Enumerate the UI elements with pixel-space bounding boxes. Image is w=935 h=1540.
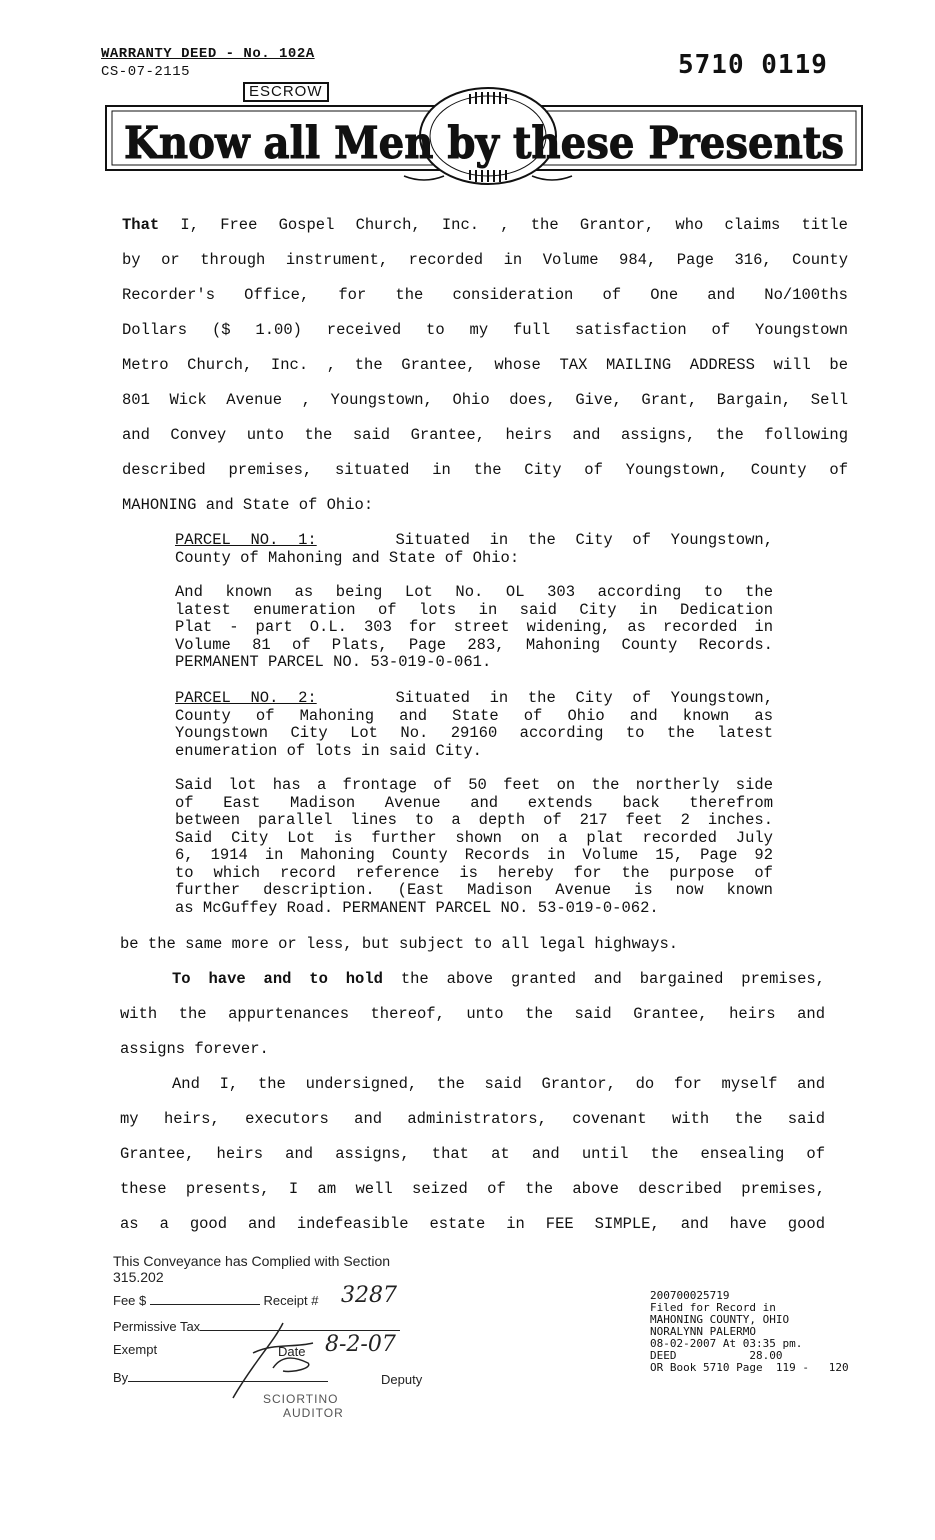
parcel-1 — [175, 532, 773, 689]
fee-label: Fee $ — [113, 1293, 147, 1308]
intro-line: That I, Free Gospel Church, Inc. , the Grantor, who claims title — [122, 216, 848, 234]
escrow-stamp: ESCROW — [243, 82, 329, 102]
date-label: Date — [278, 1344, 306, 1359]
intro-line: 801 Wick Avenue , Youngstown, Ohio does, Give, Grant, Bargain, Sell — [122, 391, 848, 409]
closing-line: my heirs, executors and administrators, covenant with the said — [120, 1110, 825, 1128]
parcel-1-desc-line: Volume 81 of Plats, Page 283, Mahoning County Records. — [175, 635, 773, 654]
auditor-title: AUDITOR — [283, 1406, 344, 1420]
fee-row — [113, 1283, 443, 1315]
intro-line: described premises, situated in the City of Youngstown, County of — [122, 461, 848, 479]
receipt-label: Receipt # — [263, 1293, 319, 1308]
receipt-number: 3287 — [341, 1283, 397, 1308]
intro-line: Dollars ($ 1.00) received to my full satisfaction of Youngstown — [122, 321, 848, 339]
parcel-2-desc-line: to which record reference is hereby for the purpose of — [175, 863, 773, 882]
closing-line — [120, 962, 825, 997]
recorder-line: 200700025719 — [650, 1289, 730, 1302]
parcel-1-line: Situated in the City of Youngstown, — [395, 531, 773, 549]
intro-paragraph — [122, 208, 848, 523]
deed-title: WARRANTY DEED - No. 102A — [101, 46, 315, 62]
parcel-1-desc-line: Plat - part O.L. 303 for street widening, as recorded in — [175, 618, 773, 636]
closing-line: these presents, I am well seized of the above described premises, — [120, 1180, 825, 1198]
conveyance-compliance-text: This Conveyance has Complied with Section 315.202 — [113, 1253, 391, 1285]
closing-line: Grantee, heirs and assigns, that at and until the ensealing of — [120, 1145, 825, 1163]
recorder-line: OR Book 5710 Page 119 - 120 — [650, 1361, 849, 1374]
parcel-2-desc-line: as McGuffey Road. PERMANENT PARCEL NO. 53-019-0-062. — [175, 898, 659, 917]
intro-line: and Convey unto the said Grantee, heirs and assigns, the following — [122, 426, 848, 444]
closing-line: assigns forever. — [120, 1040, 269, 1058]
exempt-label: Exempt — [113, 1342, 158, 1357]
habendum-phrase: To have and to hold — [172, 970, 383, 988]
intro-line: Metro Church, Inc. , the Grantee, whose TAX MAILING ADDRESS will be — [122, 356, 848, 374]
parcel-2-line: County of Mahoning and State of Ohio and known as — [175, 706, 773, 725]
closing-line-text: the above granted and bargained premises, — [400, 970, 825, 988]
parcel-2-desc-line: Said lot has a frontage of 50 feet on the northerly side — [175, 776, 773, 794]
intro-line: MAHONING and State of Ohio: — [122, 496, 374, 514]
banner-ornament — [104, 84, 864, 194]
signature-mark — [213, 1313, 333, 1403]
parcel-1-desc-line: And known as being Lot No. OL 303 according to the — [175, 583, 773, 601]
parcel-2-line: enumeration of lots in said City. — [175, 741, 482, 760]
parcel-2 — [175, 690, 773, 934]
case-code: CS-07-2115 — [101, 64, 191, 80]
parcel-2-desc-line: of East Madison Avenue and extends back therefrom — [175, 793, 773, 812]
banner-text: Know all Men by these Presents — [124, 118, 844, 169]
closing-paragraphs — [120, 927, 825, 1242]
closing-line: And I, the undersigned, the said Grantor, do for myself and — [172, 1075, 825, 1093]
parcel-1-label: PARCEL NO. 1: — [175, 531, 317, 549]
book-page-stamp: 5710 0119 — [678, 50, 828, 80]
date-value: 8-2-07 — [325, 1332, 396, 1357]
parcel-2-label: PARCEL NO. 2: — [175, 689, 317, 707]
recorder-line: Filed for Record in — [650, 1301, 776, 1314]
auditor-name: SCIORTINO — [263, 1392, 339, 1406]
recorder-stamp — [650, 1290, 849, 1374]
recorder-line: 08-02-2007 At 03:35 pm. — [650, 1337, 803, 1350]
auditor-stamp — [113, 1253, 443, 1422]
closing-line: as a good and indefeasible estate in FEE SIMPLE, and have good — [120, 1215, 825, 1233]
parcel-2-desc-line: Said City Lot is further shown on a plat recorded July — [175, 828, 773, 847]
parcel-1-line: County of Mahoning and State of Ohio: — [175, 548, 520, 567]
parcel-1-desc-line: PERMANENT PARCEL NO. 53-019-0-061. — [175, 653, 492, 671]
parcel-2-desc-line: 6, 1914 in Mahoning County Records in Volume 15, Page 92 — [175, 846, 773, 864]
parcel-1-desc-line: latest enumeration of lots in said City in Dedication — [175, 600, 773, 619]
recorder-line: DEED 28.00 — [650, 1349, 783, 1362]
deputy-label: Deputy — [381, 1372, 423, 1387]
permissive-tax-label: Permissive Tax — [113, 1319, 201, 1334]
recorder-line: MAHONING COUNTY, OHIO — [650, 1313, 790, 1326]
intro-line: by or through instrument, recorded in Volume 984, Page 316, County — [122, 251, 848, 269]
intro-line: Recorder's Office, for the consideration of One and No/100ths — [122, 286, 848, 304]
closing-line: with the appurtenances thereof, unto the said Grantee, heirs and — [120, 1005, 825, 1023]
parcel-2-line: Situated in the City of Youngstown, — [395, 689, 773, 707]
parcel-2-desc-line: between parallel lines to a depth of 217 feet 2 inches. — [175, 811, 773, 829]
by-label: By — [113, 1370, 129, 1385]
parcel-2-line: Youngstown City Lot No. 29160 according to the latest — [175, 724, 773, 742]
closing-line: be the same more or less, but subject to all legal highways. — [120, 935, 679, 953]
recorder-line: NORALYNN PALERMO — [650, 1325, 756, 1338]
intro-line-text: I, Free Gospel Church, Inc. , the Grantor, who claims title — [180, 216, 848, 234]
parcel-2-desc-line: further description. (East Madison Avenue is now known — [175, 881, 773, 899]
